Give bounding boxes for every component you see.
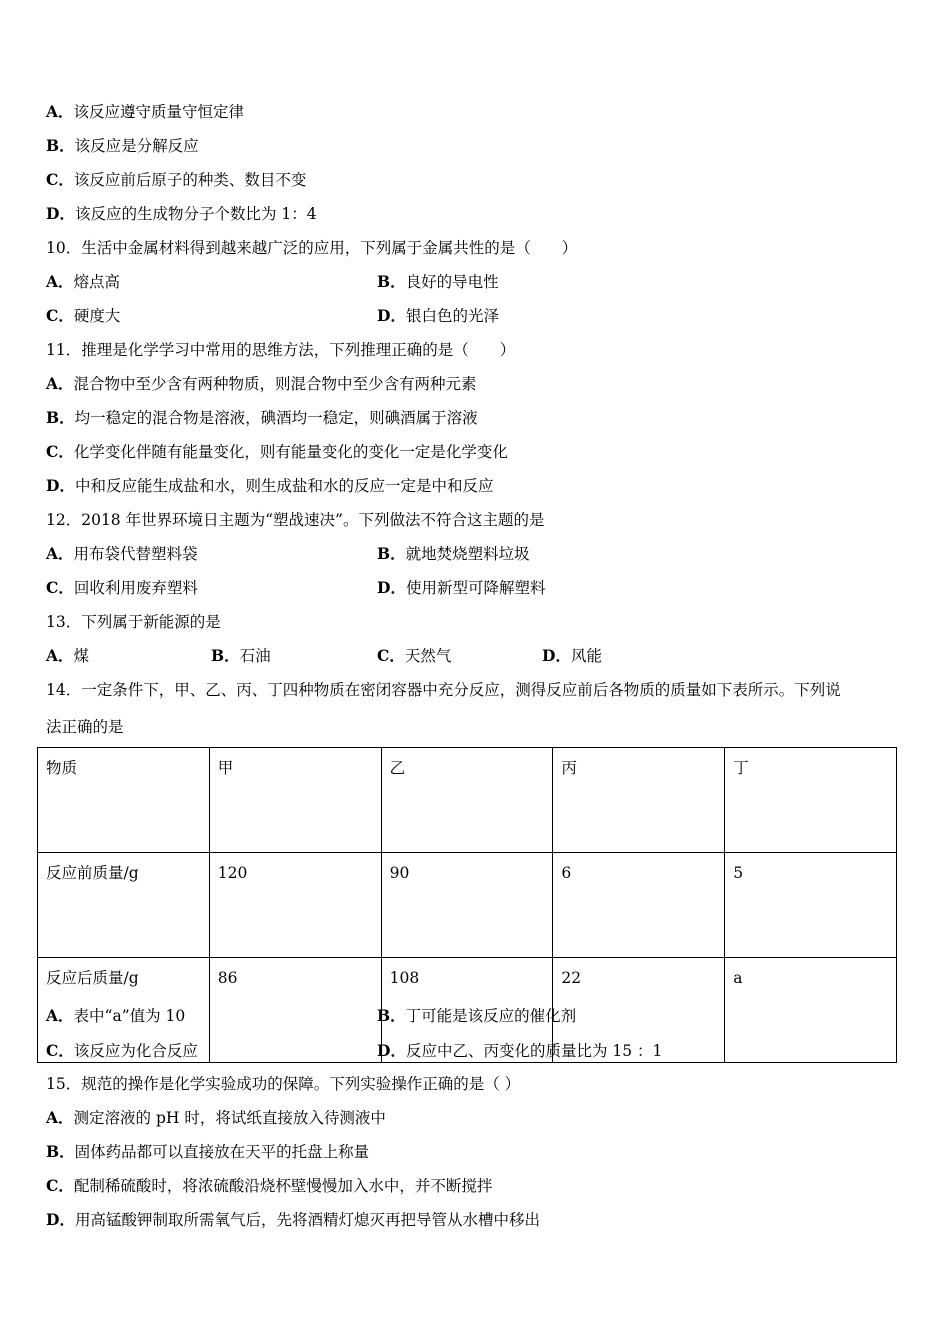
q10-option-a: A．熔点高	[46, 272, 121, 291]
q15-option-d: D．用高锰酸钾制取所需氧气后，先将酒精灯熄灭再把导管从水槽中移出	[46, 1210, 540, 1229]
q15-stem: 15．规范的操作是化学实验成功的保障。下列实验操作正确的是（ ）	[46, 1075, 521, 1093]
q15-option-c: C．配制稀硫酸时，将浓硫酸沿烧杯壁慢慢加入水中，并不断搅拌	[46, 1176, 493, 1195]
q11-option-b: B．均一稳定的混合物是溶液，碘酒均一稳定，则碘酒属于溶液	[46, 408, 478, 427]
q9-option-a: A．该反应遵守质量守恒定律	[46, 102, 245, 121]
q9-option-d: D．该反应的生成物分子个数比为 1：4	[46, 204, 317, 223]
table-cell: 物质	[38, 748, 210, 853]
q12-option-c: C．回收利用废弃塑料	[46, 578, 198, 597]
table-cell: 甲	[209, 748, 381, 853]
q14-stem-line2: 法正确的是	[46, 718, 124, 736]
table-row	[38, 748, 897, 853]
table-cell: 22	[553, 958, 725, 1063]
q11-option-d: D．中和反应能生成盐和水，则生成盐和水的反应一定是中和反应	[46, 476, 494, 495]
table-cell: 108	[381, 958, 553, 1063]
q10-stem: 10．生活中金属材料得到越来越广泛的应用，下列属于金属共性的是（ ）	[46, 239, 578, 257]
table-cell: 反应后质量/g	[38, 958, 210, 1063]
q15-option-b: B．固体药品都可以直接放在天平的托盘上称量	[46, 1142, 370, 1161]
table-cell: 6	[553, 853, 725, 958]
q13-option-d: D．风能	[542, 646, 602, 665]
q14-option-c: C．该反应为化合反应	[46, 1041, 198, 1060]
q12-option-d: D．使用新型可降解塑料	[377, 578, 546, 597]
q12-stem: 12．2018 年世界环境日主题为“塑战速决”。下列做法不符合这主题的是	[46, 511, 545, 529]
table-cell: 120	[209, 853, 381, 958]
q14-option-a: A．表中“a”值为 10	[46, 1006, 186, 1025]
table-cell: 丙	[553, 748, 725, 853]
q10-option-b: B．良好的导电性	[377, 272, 499, 291]
q13-stem: 13．下列属于新能源的是	[46, 613, 221, 631]
q12-option-b: B．就地焚烧塑料垃圾	[377, 544, 530, 563]
table-cell: a	[725, 958, 897, 1063]
table-cell: 丁	[725, 748, 897, 853]
q14-stem-line1: 14．一定条件下，甲、乙、丙、丁四种物质在密闭容器中充分反应，测得反应前后各物质的质量如下表所示。下列说	[46, 681, 841, 699]
q11-option-a: A．混合物中至少含有两种物质，则混合物中至少含有两种元素	[46, 374, 477, 393]
q9-option-b: B．该反应是分解反应	[46, 136, 199, 155]
q13-option-a: A．煤	[46, 646, 90, 665]
q10-option-d: D．银白色的光泽	[377, 306, 499, 325]
q9-option-c: C．该反应前后原子的种类、数目不变	[46, 170, 307, 189]
q15-option-a: A．测定溶液的 pH 时，将试纸直接放入待测液中	[46, 1108, 386, 1127]
table-cell: 5	[725, 853, 897, 958]
q11-stem: 11．推理是化学学习中常用的思维方法，下列推理正确的是（ ）	[46, 341, 516, 359]
q13-option-b: B．石油	[211, 646, 271, 665]
table-cell: 反应前质量/g	[38, 853, 210, 958]
table-row	[38, 853, 897, 958]
table-cell: 86	[209, 958, 381, 1063]
q13-option-c: C．天然气	[377, 646, 452, 665]
q14-option-d: D．反应中乙、丙变化的质量比为 15 ：1	[377, 1041, 663, 1060]
q11-option-c: C．化学变化伴随有能量变化，则有能量变化的变化一定是化学变化	[46, 442, 508, 461]
q14-option-b: B．丁可能是该反应的催化剂	[377, 1006, 577, 1025]
table-cell: 乙	[381, 748, 553, 853]
q12-option-a: A．用布袋代替塑料袋	[46, 544, 198, 563]
q10-option-c: C．硬度大	[46, 306, 121, 325]
table-cell: 90	[381, 853, 553, 958]
